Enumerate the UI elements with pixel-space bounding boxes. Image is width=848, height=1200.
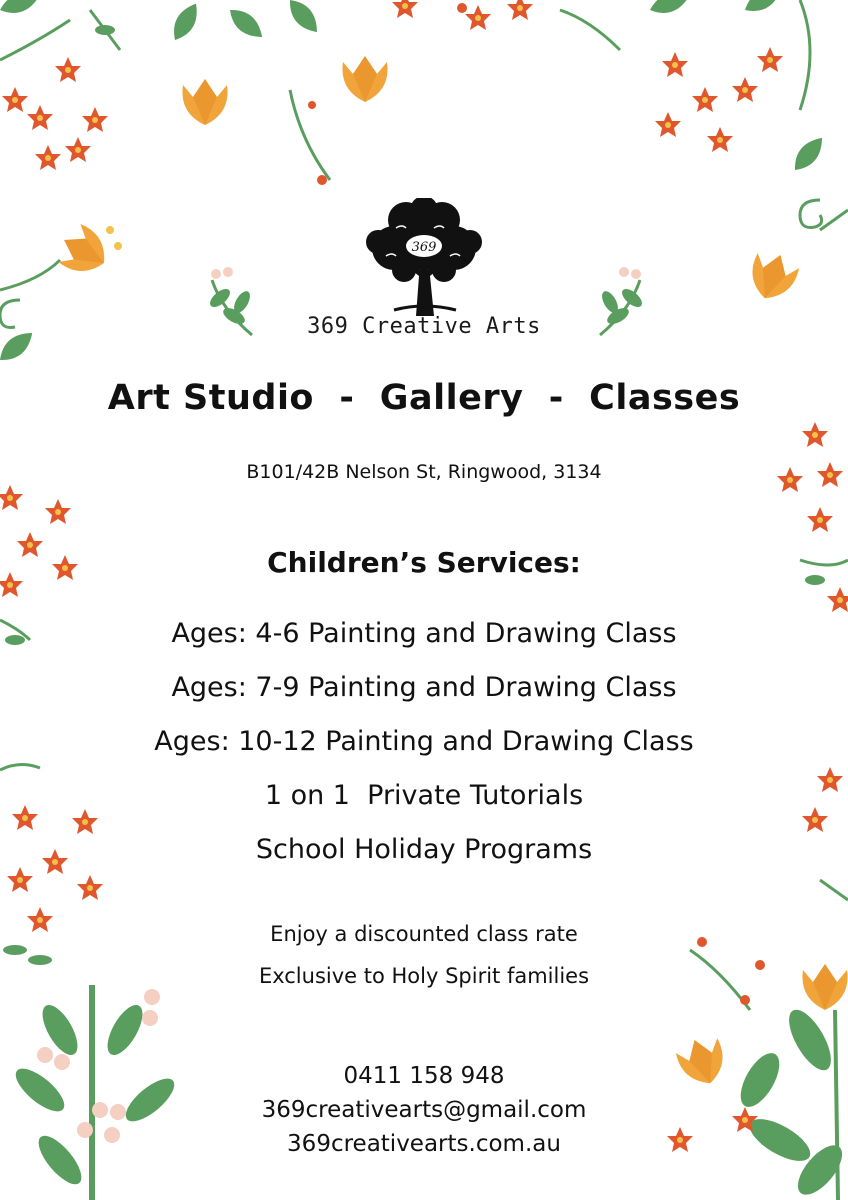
tree-logo-icon bbox=[364, 198, 484, 316]
phone-number: 0411 158 948 bbox=[343, 1063, 505, 1089]
services-heading: Children’s Services: bbox=[267, 546, 581, 579]
website-url: 369creativearts.com.au bbox=[287, 1131, 561, 1157]
promo-line: Exclusive to Holy Spirit families bbox=[258, 964, 590, 988]
promo-line: Enjoy a discounted class rate bbox=[270, 922, 578, 946]
service-item: 1 on 1 Private Tutorials bbox=[264, 780, 584, 811]
service-item: Ages: 4-6 Painting and Drawing Class bbox=[171, 618, 677, 649]
email-address: 369creativearts@gmail.com bbox=[261, 1097, 587, 1123]
service-item: School Holiday Programs bbox=[255, 834, 593, 865]
brand-name: 369 Creative Arts bbox=[307, 314, 541, 339]
tagline: Art Studio - Gallery - Classes bbox=[107, 378, 741, 418]
address: B101/42B Nelson St, Ringwood, 3134 bbox=[246, 461, 602, 483]
logo-number: 369 bbox=[411, 240, 437, 255]
service-item: Ages: 10-12 Painting and Drawing Class bbox=[154, 726, 694, 757]
service-item: Ages: 7-9 Painting and Drawing Class bbox=[171, 672, 677, 703]
